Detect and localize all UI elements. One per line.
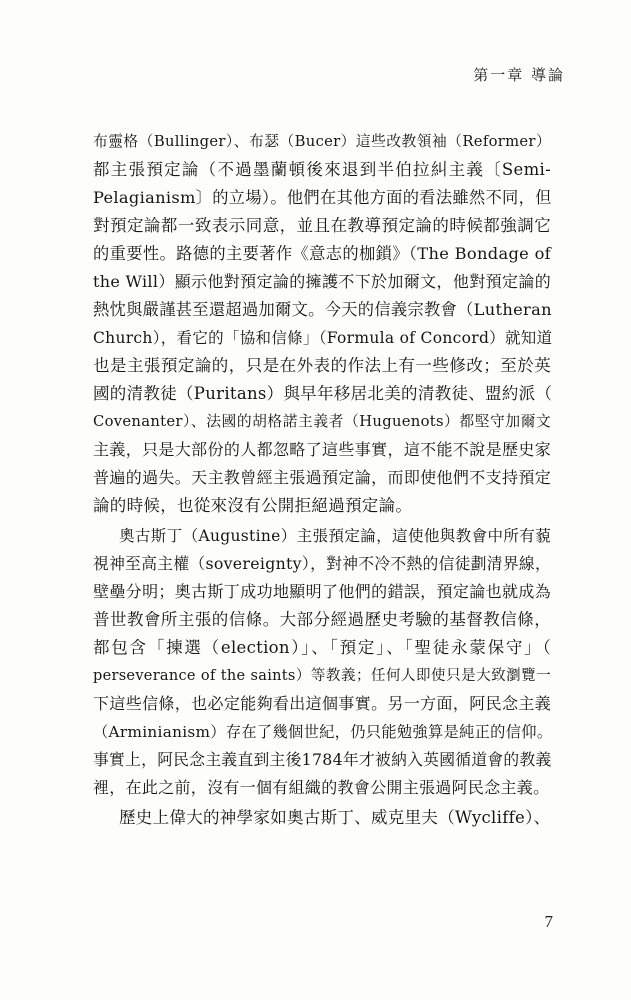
text-line: 下這些信條，也必定能夠看出這個事實。另一方面，阿民念主義 [93,694,551,713]
text-line: 都包含「揀選（election）」、「預定」、「聖徒永蒙保守」（ [93,638,551,657]
text-line: Covenanter）、法國的胡格諾主義者（Huguenots）都堅守加爾文 [93,413,551,430]
text-line: 都主張預定論（不過墨蘭頓後來退到半伯拉糾主義〔Semi- [93,160,551,179]
text-line: 國的清教徒（Puritans）與早年移居北美的清教徒、盟約派（ [93,384,553,403]
text-line: 對預定論都一致表示同意，並且在教導預定論的時候都強調它 [93,216,551,235]
text-line: 事實上，阿民念主義直到主後1784年才被納入英國循道會的教義 [93,750,552,769]
text-line: 視神至高主權（sovereignty），對神不冷不熱的信徒劃清界線， [93,554,551,573]
text-line: 也是主張預定論的，只是在外表的作法上有一些修改；至於英 [93,356,551,375]
text-line: 熱忱與嚴謹甚至還超過加爾文。今天的信義宗教會（Lutheran [93,300,552,319]
running-header: 第一章 導論 [473,66,565,84]
text-line: Church），看它的「協和信條」（Formula of Concord）就知道 [93,329,553,347]
text-line: Pelagianism〕的立場）。他們在其他方面的看法雖然不同，但 [93,188,552,207]
page-number: 7 [544,912,553,931]
text-line: 裡，在此之前，沒有一個有組織的教會公開主張過阿民念主義。 [93,778,550,797]
text-line: 普世教會所主張的信條。大部分經過歷史考驗的基督教信條， [93,610,551,629]
text-line: 布靈格（Bullinger）、布瑟（Bucer）這些改教領袖（Reformer） [93,133,551,150]
text-line: 論的時候，也從來沒有公開拒絕過預定論。 [93,496,413,515]
text-line: 主義，只是大部份的人都忽略了這些事實，這不能不說是歷史家 [93,440,551,459]
body-text [93,128,551,832]
text-line: 普遍的過失。天主教曾經主張過預定論，而即使他們不支持預定 [93,468,551,487]
paragraph-1 [93,128,551,520]
paragraph-3 [93,804,551,832]
text-line: 歷史上偉大的神學家如奧古斯丁、威克里夫（Wycliffe）、 [119,808,551,827]
text-line: （Arminianism）存在了幾個世紀，仍只能勉強算是純正的信仰。 [93,723,553,741]
paragraph-2 [93,522,551,802]
text-line: perseverance of the saints）等教義；任何人即使只是大致瀏覽一 [93,668,551,684]
text-line: 的重要性。路德的主要著作《意志的枷鎖》（The Bondage of [93,244,551,263]
text-line: the Will）顯示他對預定論的擁護不下於加爾文，他對預定論的 [93,272,551,291]
text-line: 奧古斯丁（Augustine）主張預定論，這使他與教會中所有藐 [119,527,551,545]
text-line: 壁壘分明；奧古斯丁成功地顯明了他們的錯誤，預定論也就成為 [93,582,551,601]
